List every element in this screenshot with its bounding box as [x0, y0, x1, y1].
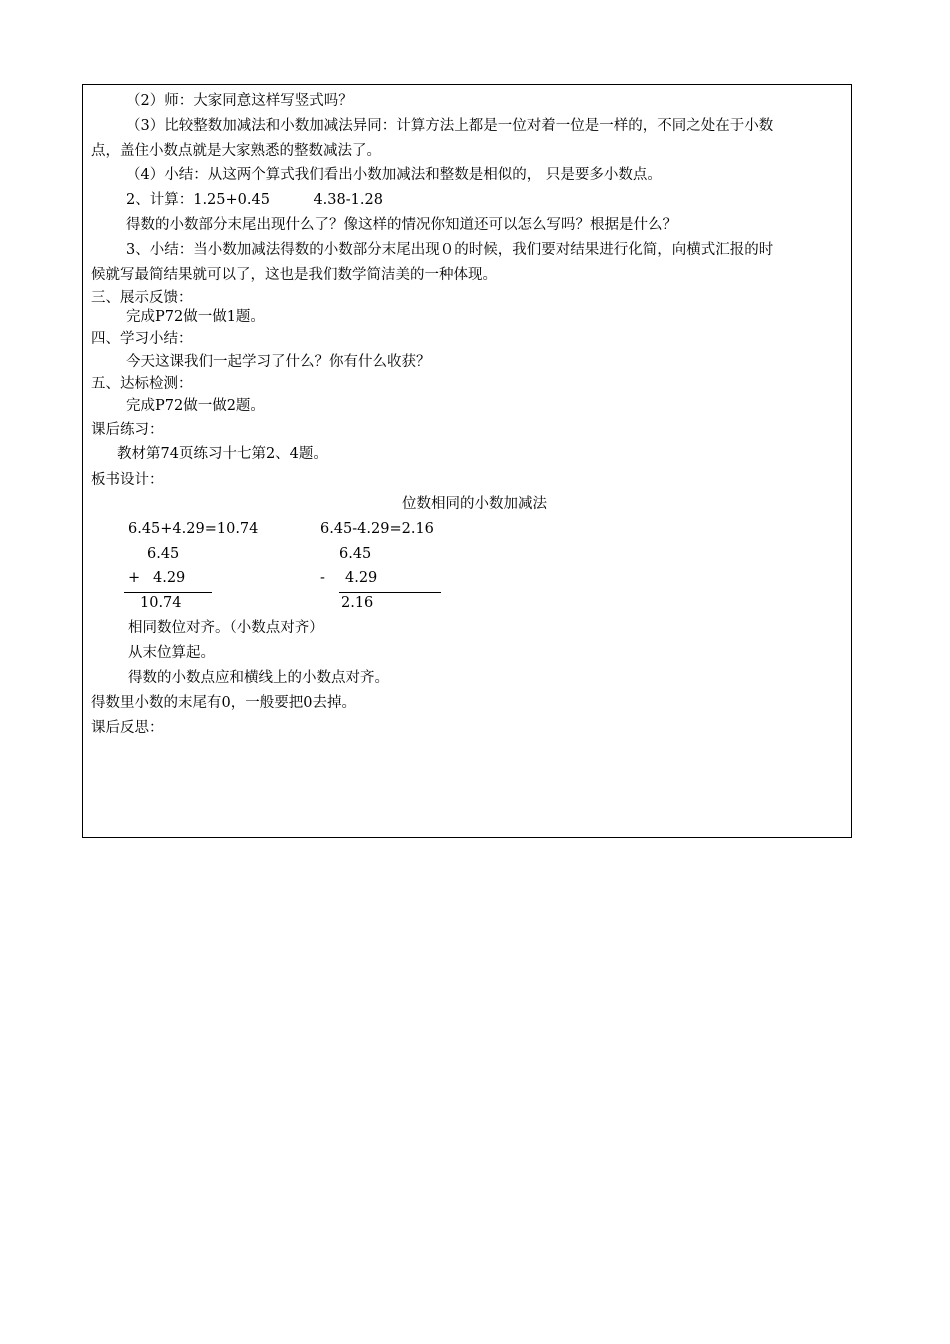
text-line-summary-question: 今天这课我们一起学习了什么？你有什么收获？	[126, 354, 431, 370]
text-line-question: 得数的小数部分末尾出现什么了？像这样的情况你知道还可以怎么写吗？根据是什么？	[126, 217, 677, 233]
text-line-test-task: 完成P72做一做2题。	[126, 398, 265, 414]
board-add-top: 6.45	[147, 546, 180, 562]
board-rule-start: 从末位算起。	[128, 645, 215, 661]
board-add-operator: +	[128, 570, 141, 586]
board-rule-point: 得数的小数点应和横线上的小数点对齐。	[128, 670, 389, 686]
board-sub-equation: 6.45-4.29=2.16	[320, 521, 434, 537]
section-heading-feedback: 三、展示反馈：	[91, 290, 193, 306]
section-heading-board: 板书设计：	[91, 472, 164, 488]
text-line-summary-3a: 3、小结：当小数加减法得数的小数部分末尾出现０的时候，我们要对结果进行化简，向横式汇报的时	[126, 242, 774, 258]
section-heading-homework: 课后练习：	[91, 422, 164, 438]
board-title: 位数相同的小数加减法	[402, 496, 547, 512]
board-rule-zero: 得数里小数的末尾有0，一般要把0去掉。	[91, 695, 356, 711]
board-sub-operator: -	[320, 570, 325, 586]
text-line-homework-task: 教材第74页练习十七第2、4题。	[117, 446, 328, 462]
text-line-summary-4: （4）小结：从这两个算式我们看出小数加减法和整数是相似的， 只是要多小数点。	[126, 167, 662, 183]
text-line-compare-1: （3）比较整数加减法和小数加减法异同：计算方法上都是一位对着一位是一样的，不同之处在于小数	[126, 118, 774, 134]
board-add-equation: 6.45+4.29=10.74	[128, 521, 259, 537]
board-add-result: 10.74	[140, 595, 182, 611]
board-sub-result: 2.16	[341, 595, 374, 611]
board-sub-bottom: 4.29	[345, 570, 378, 586]
section-heading-summary: 四、学习小结：	[91, 331, 193, 347]
text-line-calculate: 2、计算：1.25+0.45 4.38-1.28	[126, 192, 383, 208]
text-line-feedback-task: 完成P72做一做1题。	[126, 309, 265, 325]
text-line-compare-2: 点，盖住小数点就是大家熟悉的整数减法了。	[91, 143, 381, 159]
text-line-teacher-question: （2）师：大家同意这样写竖式吗？	[126, 93, 353, 109]
board-add-bottom: 4.29	[153, 570, 186, 586]
board-sub-top: 6.45	[339, 546, 372, 562]
reflection-label: 课后反思：	[91, 720, 164, 736]
section-heading-test: 五、达标检测：	[91, 376, 193, 392]
board-rule-align: 相同数位对齐。（小数点对齐）	[128, 620, 324, 636]
text-line-summary-3b: 候就写最简结果就可以了，这也是我们数学简洁美的一种体现。	[91, 267, 497, 283]
